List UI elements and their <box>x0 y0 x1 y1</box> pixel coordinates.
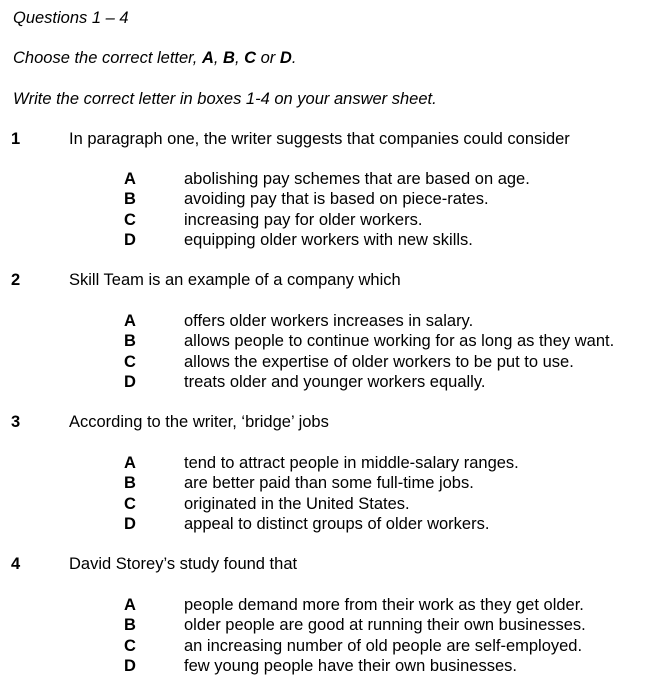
option-letter: B <box>124 190 136 209</box>
option-text: allows the expertise of older workers to be put to use. <box>184 352 574 371</box>
option-letter: A <box>124 454 136 472</box>
instruction-end: . <box>291 49 297 67</box>
option-text: are better paid than some full-time jobs. <box>184 474 474 493</box>
section-title <box>13 8 129 28</box>
instruction-answer-sheet <box>13 89 437 109</box>
question-number: 4 <box>11 555 21 573</box>
option-text: allows people to continue working for as long as they want. <box>184 332 615 351</box>
option-letter: B <box>124 474 136 493</box>
option-text: older people are good at running their own businesses. <box>184 616 586 635</box>
instruction-answer-sheet-text: Write the correct letter in boxes 1-4 on your answer sheet. <box>13 90 437 108</box>
option-letter: A <box>124 596 136 614</box>
option-text: an increasing number of old people are self-employed. <box>184 636 583 655</box>
option-letter: B <box>124 616 136 635</box>
option-letter: B <box>124 332 136 351</box>
option-letter: C <box>124 494 136 513</box>
option-letter: A <box>124 312 136 330</box>
option-letter: D <box>124 656 136 675</box>
option-letter: D <box>124 372 136 391</box>
option-text: people demand more from their work as they get older. <box>184 596 584 614</box>
instruction-letter-d: D <box>279 49 292 67</box>
question-number: 3 <box>11 413 21 431</box>
question-stem: Skill Team is an example of a company which <box>69 271 401 289</box>
question-stem: David Storey’s study found that <box>69 555 298 573</box>
option-text: equipping older workers with new skills. <box>184 230 473 249</box>
option-text: offers older workers increases in salary. <box>184 312 474 330</box>
instruction-prefix: Choose the correct letter, <box>13 49 202 67</box>
option-letter: C <box>124 352 136 371</box>
option-text: treats older and younger workers equally. <box>184 372 486 391</box>
option-text: appeal to distinct groups of older workers. <box>184 514 490 533</box>
instruction-sep: , <box>213 49 224 67</box>
option-letter: A <box>124 170 136 188</box>
instruction-sep: , <box>234 49 245 67</box>
question-stem: According to the writer, ‘bridge’ jobs <box>69 413 329 431</box>
instruction-sep: or <box>256 49 280 67</box>
option-text: few young people have their own businesses. <box>184 656 517 675</box>
option-text: tend to attract people in middle-salary ranges. <box>184 454 519 472</box>
option-letter: C <box>124 210 136 229</box>
instruction-letter-c: C <box>244 49 257 67</box>
option-letter: D <box>124 230 136 249</box>
option-text: avoiding pay that is based on piece-rates. <box>184 190 489 209</box>
option-letter: C <box>124 636 136 655</box>
question-number: 2 <box>11 271 21 289</box>
question-stem: In paragraph one, the writer suggests that companies could consider <box>69 130 570 148</box>
option-text: originated in the United States. <box>184 494 410 513</box>
question-number: 1 <box>11 130 21 148</box>
section-title-text: Questions 1 – 4 <box>13 9 129 27</box>
option-letter: D <box>124 514 136 533</box>
option-text: abolishing pay schemes that are based on age. <box>184 170 530 188</box>
instruction-letter-a: A <box>201 49 214 67</box>
instruction-letter-b: B <box>223 49 235 67</box>
option-text: increasing pay for older workers. <box>184 210 423 229</box>
instruction-choose <box>13 48 296 68</box>
